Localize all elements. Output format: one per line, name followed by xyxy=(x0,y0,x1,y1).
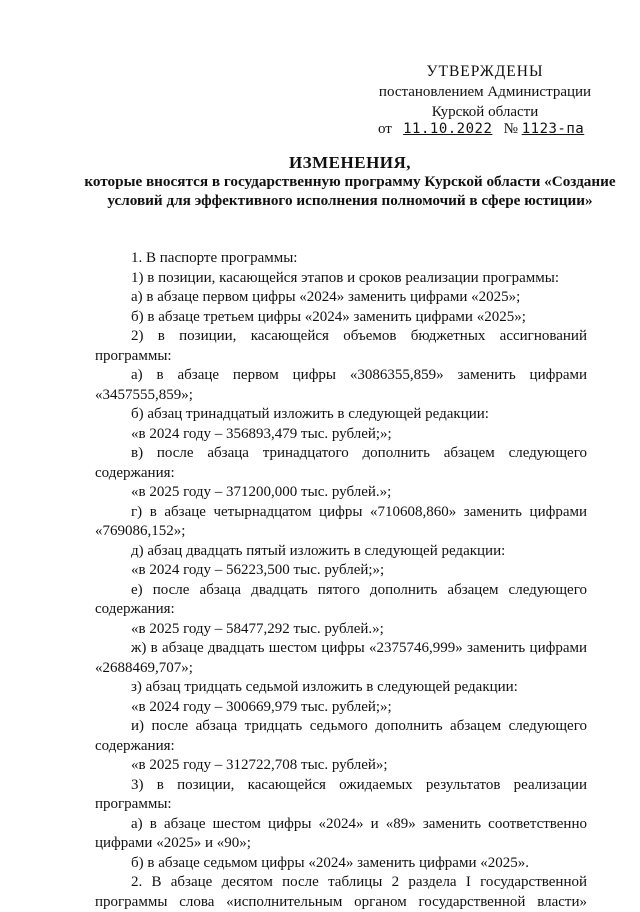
paragraph: г) в абзаце четырнадцатом цифры «710608,860» заменить цифрами «769086,152»; xyxy=(95,503,587,539)
paragraph: 3) в позиции, касающейся ожидаемых результатов реализации программы: xyxy=(95,776,587,812)
paragraph: 1. В паспорте программы: xyxy=(131,250,298,266)
approval-line2: Курской области xyxy=(431,104,539,120)
paragraph: «в 2025 году – 312722,708 тыс. рублей»; xyxy=(131,757,388,773)
document-subtitle: которые вносятся в государственную программу Курской области «Создание условий для эффективного исполнения полномочий в сфере юстиции» xyxy=(84,173,616,209)
approval-block xyxy=(360,62,610,122)
paragraph: 2. В абзаце десятом после таблицы 2 раздела I государственной программы слова «исполнительным органом государственной власти» xyxy=(95,874,587,910)
paragraph: а) в абзаце шестом цифры «2024» и «89» заменить соответственно цифрами «2025» и «90»; xyxy=(95,815,587,851)
document-heading xyxy=(80,153,620,210)
paragraph: «в 2025 году – 58477,292 тыс. рублей.»; xyxy=(131,620,384,637)
approval-date: 11.10.2022 xyxy=(403,121,493,137)
paragraph: ж) в абзаце двадцать шестом цифры «2375746,999» заменить цифрами «2688469,707»; xyxy=(95,640,587,676)
paragraph: б) в абзаце третьем цифры «2024» заменить цифрами «2025»; xyxy=(131,308,526,325)
paragraph: з) абзац тридцать седьмой изложить в следующей редакции: xyxy=(131,679,518,695)
paragraph: «в 2024 году – 300669,979 тыс. рублей;»; xyxy=(131,698,392,715)
paragraph: в) после абзаца тринадцатого дополнить абзацем следующего содержания: xyxy=(95,445,587,481)
paragraph: а) в абзаце первом цифры «3086355,859» заменить цифрами «3457555,859»; xyxy=(95,367,587,403)
number-prefix: № xyxy=(503,121,518,137)
document-title: ИЗМЕНЕНИЯ, xyxy=(288,153,412,172)
paragraph: б) абзац тринадцатый изложить в следующей редакции: xyxy=(131,406,489,422)
paragraph: «в 2025 году – 371200,000 тыс. рублей.»; xyxy=(131,484,392,500)
paragraph: 1) в позиции, касающейся этапов и сроков реализации программы: xyxy=(131,269,560,286)
paragraph: «в 2024 году – 56223,500 тыс. рублей;»; xyxy=(131,562,385,578)
date-prefix: от xyxy=(378,121,392,137)
paragraph: «в 2024 году – 356893,479 тыс. рублей;»; xyxy=(131,425,392,442)
paragraph: д) абзац двадцать пятый изложить в следующей редакции: xyxy=(131,542,506,559)
paragraph: е) после абзаца двадцать пятого дополнить абзацем следующего содержания: xyxy=(95,581,587,617)
approval-date-line xyxy=(378,119,618,139)
paragraph: и) после абзаца тридцать седьмого дополнить абзацем следующего содержания: xyxy=(95,718,587,754)
approval-number: 1123-па xyxy=(521,121,585,137)
paragraph: б) в абзаце седьмом цифры «2024» заменить цифрами «2025». xyxy=(131,854,529,871)
paragraph: а) в абзаце первом цифры «2024» заменить цифрами «2025»; xyxy=(131,289,521,305)
approval-title: УТВЕРЖДЕНЫ xyxy=(426,63,544,80)
document-body xyxy=(95,249,587,912)
paragraph: 2) в позиции, касающейся объемов бюджетных ассигнований программы: xyxy=(95,328,587,364)
approval-line1: постановлением Администрации xyxy=(378,84,592,100)
